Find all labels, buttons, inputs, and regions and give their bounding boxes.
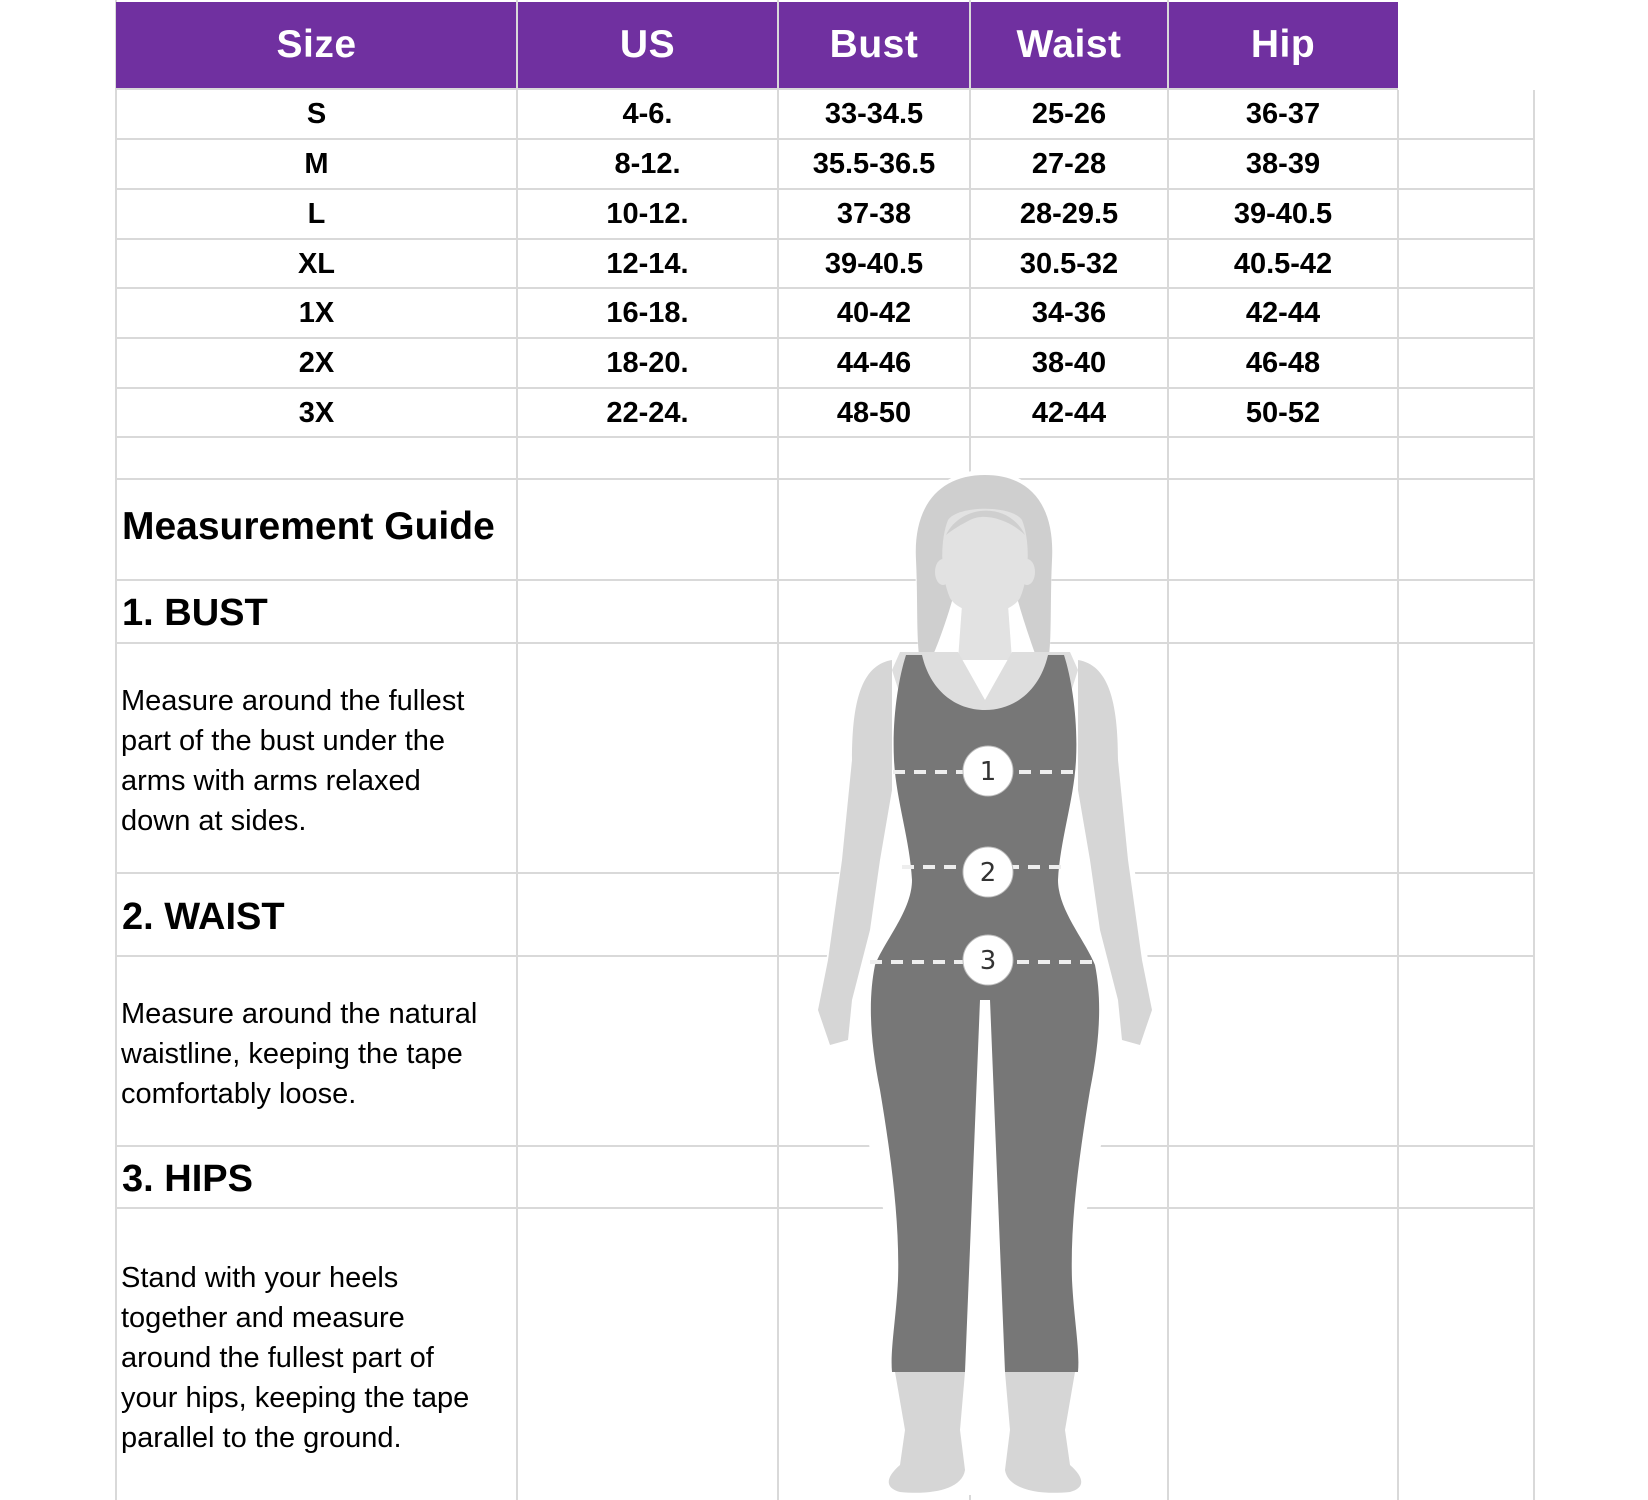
guide-title: Measurement Guide xyxy=(122,505,495,548)
header-size: Size xyxy=(276,23,357,66)
hip-marker xyxy=(963,935,1013,985)
cell-waist: 27-28 xyxy=(1031,148,1107,180)
bust-marker xyxy=(963,746,1013,796)
cell-bust: 35.5-36.5 xyxy=(812,148,936,180)
cell-hip: 50-52 xyxy=(1245,397,1321,429)
header-waist: Waist xyxy=(1016,23,1122,66)
cell-hip: 36-37 xyxy=(1245,98,1321,130)
cell-us: 10-12. xyxy=(606,198,689,230)
cell-bust: 40-42 xyxy=(836,297,912,329)
bust-description xyxy=(121,681,511,841)
header-hip: Hip xyxy=(1250,23,1316,66)
cell-size: 2X xyxy=(298,347,335,379)
bust-description-line: part of the bust under the xyxy=(121,725,446,757)
bust-description-line: Measure around the fullest xyxy=(121,685,465,717)
cell-waist: 38-40 xyxy=(1031,347,1107,379)
header-bust: Bust xyxy=(829,23,919,66)
cell-size: 3X xyxy=(298,397,335,429)
hips-heading: 3. HIPS xyxy=(122,1158,253,1200)
cell-hip: 40.5-42 xyxy=(1233,248,1333,280)
cell-size: M xyxy=(304,148,329,180)
cell-waist: 42-44 xyxy=(1031,397,1107,429)
cell-waist: 25-26 xyxy=(1031,98,1107,130)
bust-heading: 1. BUST xyxy=(122,592,268,634)
cell-us: 16-18. xyxy=(606,297,689,329)
cell-us: 4-6. xyxy=(622,98,673,130)
cell-size: L xyxy=(307,198,326,230)
cell-us: 12-14. xyxy=(606,248,689,280)
waist-marker-number: 2 xyxy=(979,858,997,888)
waist-description-line: waistline, keeping the tape xyxy=(121,1038,463,1070)
hips-description-line: together and measure xyxy=(121,1302,405,1334)
bust-marker-number: 1 xyxy=(979,757,997,787)
cell-hip: 38-39 xyxy=(1245,148,1321,180)
bust-description-line: down at sides. xyxy=(121,805,307,837)
woman-silhouette-icon xyxy=(818,470,1155,1495)
waist-heading: 2. WAIST xyxy=(122,896,285,938)
cell-bust: 37-38 xyxy=(836,198,912,230)
hips-description-line: parallel to the ground. xyxy=(121,1422,402,1454)
cell-bust: 48-50 xyxy=(836,397,912,429)
cell-size: 1X xyxy=(298,297,335,329)
bust-description-line: arms with arms relaxed xyxy=(121,765,421,797)
cell-bust: 39-40.5 xyxy=(824,248,924,280)
hip-marker-number: 3 xyxy=(979,946,997,976)
cell-bust: 44-46 xyxy=(836,347,912,379)
cell-waist: 30.5-32 xyxy=(1019,248,1119,280)
cell-hip: 39-40.5 xyxy=(1233,198,1333,230)
cell-hip: 46-48 xyxy=(1245,347,1321,379)
hips-description xyxy=(121,1258,511,1458)
hips-description-line: around the fullest part of xyxy=(121,1342,434,1374)
cell-waist: 28-29.5 xyxy=(1019,198,1119,230)
hips-description-line: your hips, keeping the tape xyxy=(121,1382,470,1414)
header-us: US xyxy=(619,23,676,66)
cell-us: 22-24. xyxy=(606,397,689,429)
cell-us: 18-20. xyxy=(606,347,689,379)
cell-size: XL xyxy=(297,248,336,280)
cell-bust: 33-34.5 xyxy=(824,98,924,130)
waist-description xyxy=(121,994,511,1114)
waist-description-line: Measure around the natural xyxy=(121,998,478,1030)
cell-us: 8-12. xyxy=(614,148,681,180)
waist-description-line: comfortably loose. xyxy=(121,1078,357,1110)
cell-waist: 34-36 xyxy=(1031,297,1107,329)
hips-description-line: Stand with your heels xyxy=(121,1262,399,1294)
cell-hip: 42-44 xyxy=(1245,297,1321,329)
waist-marker xyxy=(963,847,1013,897)
cell-size: S xyxy=(306,98,327,130)
